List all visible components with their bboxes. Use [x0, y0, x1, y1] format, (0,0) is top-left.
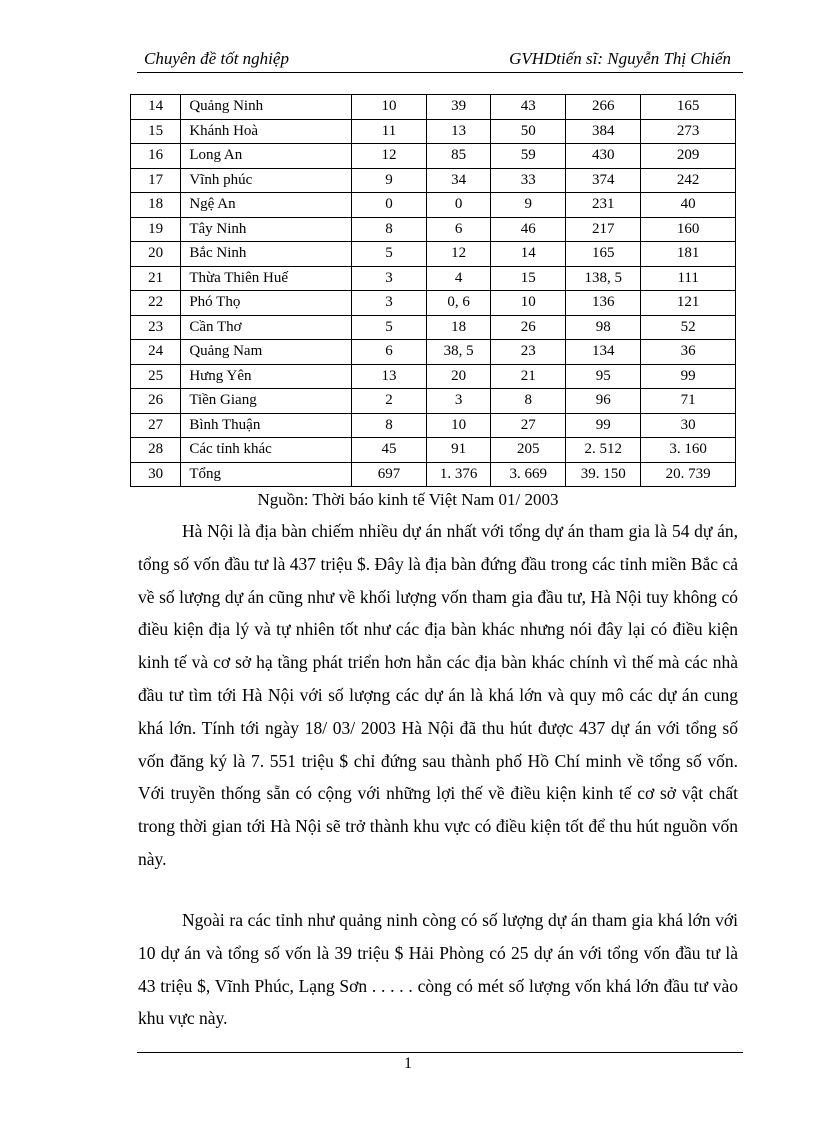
value-cell: 160: [641, 217, 736, 242]
province-cell: Hưng Yên: [181, 364, 352, 389]
value-cell: 36: [641, 340, 736, 365]
table-row: [131, 168, 736, 193]
value-cell: 13: [352, 364, 427, 389]
value-cell: 95: [566, 364, 641, 389]
value-cell: 98: [566, 315, 641, 340]
value-cell: 12: [352, 144, 427, 169]
province-cell: Tây Ninh: [181, 217, 352, 242]
value-cell: 121: [641, 291, 736, 316]
table-row: [131, 95, 736, 120]
value-cell: 26: [491, 315, 566, 340]
value-cell: 8: [352, 217, 427, 242]
row-number-cell: 23: [131, 315, 181, 340]
value-cell: 99: [641, 364, 736, 389]
value-cell: 3. 669: [491, 462, 566, 487]
table-row: [131, 144, 736, 169]
value-cell: 181: [641, 242, 736, 267]
value-cell: 99: [566, 413, 641, 438]
value-cell: 20. 739: [641, 462, 736, 487]
value-cell: 209: [641, 144, 736, 169]
province-cell: Tiền Giang: [181, 389, 352, 414]
value-cell: 10: [352, 95, 427, 120]
table-row: [131, 217, 736, 242]
table-row: [131, 315, 736, 340]
paragraph-text: Ngoài ra các tỉnh như quảng ninh còng có số lượng dự án tham gia khá lớn với 10 dự án và tổng số vốn là 39 triệu $ Hải Phòng có 25 dự án với tổng vốn đầu tư là 43 triệu $, Vĩnh Phúc, Lạng Sơn . . . . . còng có mét số lượng vốn khá lớn đầu tư vào khu vực này.: [138, 910, 738, 1029]
value-cell: 12: [427, 242, 491, 267]
value-cell: 138, 5: [566, 266, 641, 291]
value-cell: 46: [491, 217, 566, 242]
value-cell: 40: [641, 193, 736, 218]
value-cell: 30: [641, 413, 736, 438]
row-number-cell: 20: [131, 242, 181, 267]
value-cell: 205: [491, 438, 566, 463]
province-cell: Long An: [181, 144, 352, 169]
value-cell: 11: [352, 119, 427, 144]
value-cell: 91: [427, 438, 491, 463]
value-cell: 39. 150: [566, 462, 641, 487]
value-cell: 8: [491, 389, 566, 414]
value-cell: 0: [352, 193, 427, 218]
value-cell: 20: [427, 364, 491, 389]
province-cell: Ngệ An: [181, 193, 352, 218]
row-number-cell: 19: [131, 217, 181, 242]
value-cell: 39: [427, 95, 491, 120]
table-row: [131, 119, 736, 144]
table-row: [131, 462, 736, 487]
row-number-cell: 17: [131, 168, 181, 193]
value-cell: 21: [491, 364, 566, 389]
value-cell: 9: [352, 168, 427, 193]
row-number-cell: 30: [131, 462, 181, 487]
value-cell: 3. 160: [641, 438, 736, 463]
value-cell: 273: [641, 119, 736, 144]
statistics-table: [130, 94, 736, 487]
paragraph-other-provinces: [138, 904, 738, 1035]
value-cell: 18: [427, 315, 491, 340]
table-row: [131, 438, 736, 463]
value-cell: 6: [352, 340, 427, 365]
value-cell: 13: [427, 119, 491, 144]
page-number: 1: [404, 1055, 412, 1072]
source-note: Nguồn: Thời báo kinh tế Việt Nam 01/ 2003: [257, 490, 559, 509]
value-cell: 34: [427, 168, 491, 193]
value-cell: 50: [491, 119, 566, 144]
value-cell: 0, 6: [427, 291, 491, 316]
row-number-cell: 28: [131, 438, 181, 463]
row-number-cell: 27: [131, 413, 181, 438]
province-cell: Thừa Thiên Huế: [181, 266, 352, 291]
table-row: [131, 389, 736, 414]
value-cell: 697: [352, 462, 427, 487]
page-header: [137, 48, 743, 73]
value-cell: 374: [566, 168, 641, 193]
province-cell: Khánh Hoà: [181, 119, 352, 144]
value-cell: 165: [566, 242, 641, 267]
value-cell: 23: [491, 340, 566, 365]
value-cell: 134: [566, 340, 641, 365]
header-advisor: GVHDtiến sĩ: Nguyễn Thị Chiến: [509, 49, 731, 68]
value-cell: 266: [566, 95, 641, 120]
value-cell: 3: [352, 291, 427, 316]
table-body: [131, 95, 736, 487]
value-cell: 111: [641, 266, 736, 291]
row-number-cell: 22: [131, 291, 181, 316]
table-row: [131, 340, 736, 365]
value-cell: 15: [491, 266, 566, 291]
row-number-cell: 25: [131, 364, 181, 389]
value-cell: 5: [352, 315, 427, 340]
table-row: [131, 291, 736, 316]
province-cell: Bắc Ninh: [181, 242, 352, 267]
value-cell: 10: [491, 291, 566, 316]
value-cell: 0: [427, 193, 491, 218]
value-cell: 430: [566, 144, 641, 169]
row-number-cell: 26: [131, 389, 181, 414]
value-cell: 2: [352, 389, 427, 414]
value-cell: 136: [566, 291, 641, 316]
table-row: [131, 193, 736, 218]
province-cell: Quảng Ninh: [181, 95, 352, 120]
value-cell: 27: [491, 413, 566, 438]
province-cell: Quảng Nam: [181, 340, 352, 365]
value-cell: 3: [352, 266, 427, 291]
value-cell: 3: [427, 389, 491, 414]
value-cell: 6: [427, 217, 491, 242]
value-cell: 38, 5: [427, 340, 491, 365]
table-row: [131, 266, 736, 291]
province-cell: Bình Thuận: [181, 413, 352, 438]
row-number-cell: 16: [131, 144, 181, 169]
row-number-cell: 21: [131, 266, 181, 291]
province-cell: Tổng: [181, 462, 352, 487]
value-cell: 45: [352, 438, 427, 463]
province-cell: Cần Thơ: [181, 315, 352, 340]
value-cell: 96: [566, 389, 641, 414]
value-cell: 71: [641, 389, 736, 414]
value-cell: 52: [641, 315, 736, 340]
row-number-cell: 24: [131, 340, 181, 365]
value-cell: 85: [427, 144, 491, 169]
value-cell: 43: [491, 95, 566, 120]
value-cell: 5: [352, 242, 427, 267]
value-cell: 242: [641, 168, 736, 193]
value-cell: 33: [491, 168, 566, 193]
value-cell: 4: [427, 266, 491, 291]
value-cell: 1. 376: [427, 462, 491, 487]
table-row: [131, 242, 736, 267]
footer-divider: [137, 1052, 743, 1053]
paragraph-hanoi: [138, 515, 738, 876]
value-cell: 217: [566, 217, 641, 242]
row-number-cell: 14: [131, 95, 181, 120]
value-cell: 9: [491, 193, 566, 218]
value-cell: 10: [427, 413, 491, 438]
province-cell: Vĩnh phúc: [181, 168, 352, 193]
paragraph-text: Hà Nội là địa bàn chiếm nhiều dự án nhất với tổng dự án tham gia là 54 dự án, tổng số vốn đầu tư là 437 triệu $. Đây là địa bàn đứng đầu trong các tỉnh miền Bắc cả về số lượng dự án cũng như về khối lượng vốn tham gia đầu tư, Hà Nội tuy không có điều kiện địa lý và tự nhiên tốt như các địa bàn khác nhưng nói đây lại có điều kiện kinh tế và cơ sở hạ tầng phát triển hơn hẳn các địa bàn khác chính vì thế mà các nhà đầu tư tìm tới Hà Nội với số lượng các dự án là khá lớn và quy mô các dự án cung khá lớn. Tính tới ngày 18/ 03/ 2003 Hà Nội đã thu hút được 437 dự án với tổng số vốn đăng ký là 7. 551 triệu $ chỉ đứng sau thành phố Hồ Chí minh về tổng số vốn. Với truyền thống sẵn có cộng với những lợi thế về điều kiện kinh tế cơ sở vật chất trong thời gian tới Hà Nội sẽ trở thành khu vực có điều kiện tốt để thu hút nguồn vốn này.: [138, 521, 738, 869]
value-cell: 165: [641, 95, 736, 120]
value-cell: 59: [491, 144, 566, 169]
province-cell: Phó Thọ: [181, 291, 352, 316]
table-row: [131, 413, 736, 438]
province-cell: Các tỉnh khác: [181, 438, 352, 463]
value-cell: 14: [491, 242, 566, 267]
header-title: Chuyên đề tốt nghiệp: [144, 49, 289, 68]
value-cell: 2. 512: [566, 438, 641, 463]
row-number-cell: 15: [131, 119, 181, 144]
value-cell: 8: [352, 413, 427, 438]
value-cell: 384: [566, 119, 641, 144]
table-row: [131, 364, 736, 389]
row-number-cell: 18: [131, 193, 181, 218]
value-cell: 231: [566, 193, 641, 218]
